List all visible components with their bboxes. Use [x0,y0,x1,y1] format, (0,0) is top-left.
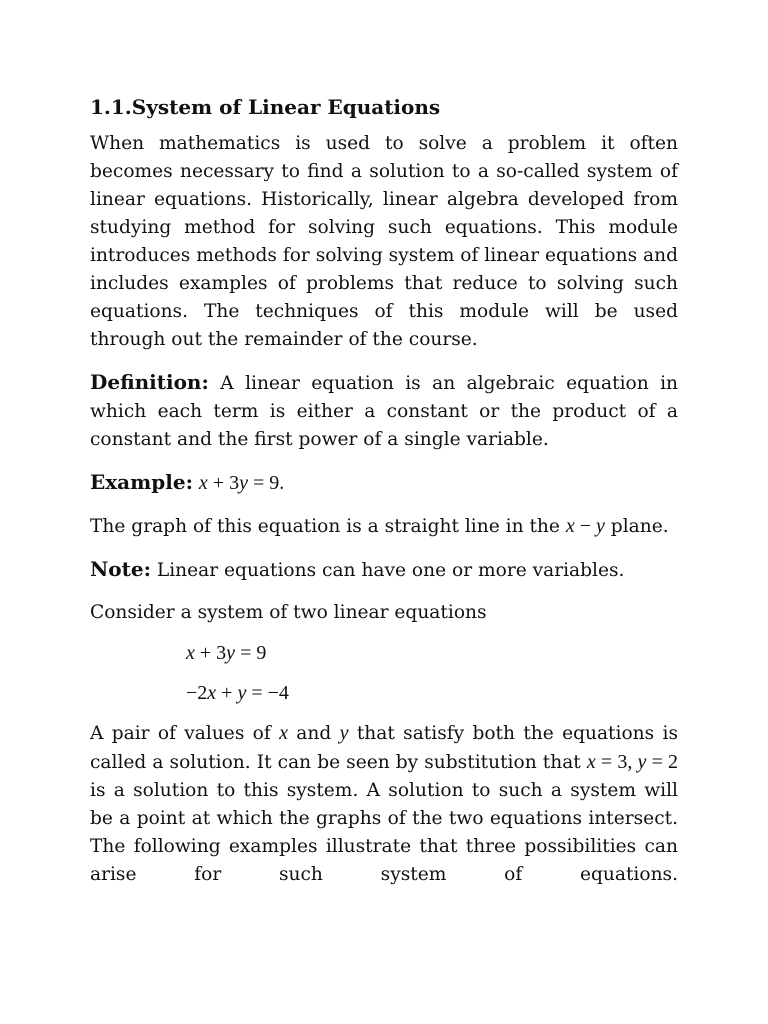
solution-text-4: is a solution to this system. A solution to such a system will be a point at which the graphs of the two equations intersect. The following examples illustrate that three possibilities can arise for such system of equations. [90,780,678,885]
section-heading: 1.1.System of Linear Equations [90,95,441,119]
solution-var-x2: x [586,751,596,773]
graph-math [566,515,605,537]
graph-minus: − [574,515,596,537]
eq2-rhs: = −4 [246,682,289,704]
solution-paragraph [90,719,678,889]
consider-paragraph: Consider a system of two linear equations [90,602,487,623]
equation-1 [186,639,678,667]
definition-paragraph [90,368,678,454]
example-equation [199,472,284,494]
note-text: Linear equations can have one or more variables. [156,560,625,581]
eq2-plus: + [216,682,238,704]
note-label: Note: [90,557,151,581]
equation-2 [186,679,678,707]
example-rhs: = 9. [247,472,285,494]
solution-values [587,751,678,773]
example-label: Example: [90,470,193,494]
eq1-rhs: = 9 [235,642,267,664]
solution-x-value: = 3, [595,751,638,773]
eq1-coef: + 3 [194,642,227,664]
graph-var-y: y [596,515,605,537]
definition-text: A linear equation is an algebraic equation in which each term is either a constant or the product of a constant and the first power of a single variable. [90,373,678,450]
solution-var-x: x [279,722,288,744]
solution-y-value: = 2 [646,751,679,773]
graph-text: The graph of this equation is a straight line in the [90,516,566,537]
document-page [90,92,678,889]
example-coef: + 3 [207,472,240,494]
graph-paragraph [90,512,678,541]
solution-text-3: that satisfy both the equations is called a solution. It can be seen by substitution that [90,723,679,773]
intro-paragraph: When mathematics is used to solve a problem it often becomes necessary to find a solution to a so-called system of linear equations. Historically, linear algebra developed from studying method for solving such equations. This module introduces methods for solving system of linear equations and includes examples of problems that reduce to solving such equations. The techniques of this module will be used through out the remainder of the course. [90,133,678,350]
example-paragraph [90,468,678,498]
solution-var-y: y [339,722,349,744]
graph-var-x: x [565,515,575,537]
definition-label: Definition: [90,370,209,394]
eq1-var-y: y [226,642,236,664]
eq2-var-x: x [207,682,217,704]
note-paragraph [90,555,678,585]
eq2-var-y: y [237,682,247,704]
solution-var-y2: y [637,751,647,773]
solution-text-1: A pair of values of [90,723,280,744]
eq1-var-x: x [186,642,195,664]
example-var-x: x [198,472,208,494]
solution-text-2: and [287,723,340,744]
eq2-coef: −2 [186,682,208,704]
graph-end: plane. [604,516,669,537]
example-var-y: y [239,472,248,494]
